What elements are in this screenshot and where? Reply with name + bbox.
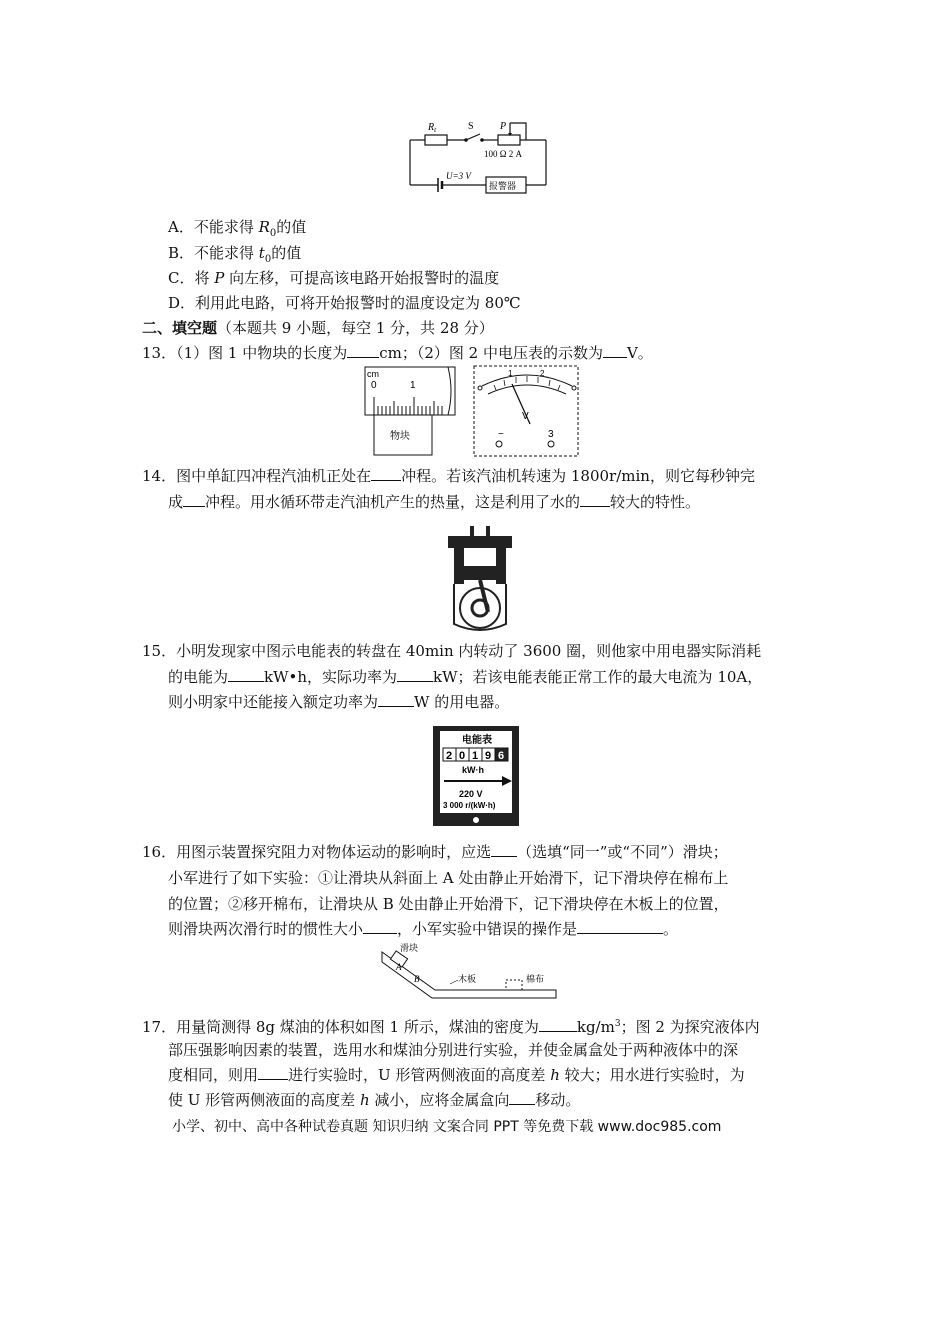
r-label: $R_t$ [428, 122, 437, 134]
question-17-line4: 使 U 形管两侧液面的高度差 h 减小，应将金属盒向 移动。 [168, 1091, 581, 1109]
s-label: S [468, 121, 474, 132]
footer-text: 小学、初中、高中各种试卷真题 知识归纳 文案合同 PPT 等免费下载 www.doc985.com [172, 1119, 722, 1135]
svg-text:2: 2 [540, 369, 545, 378]
voltage-label: U=3 V [446, 171, 471, 181]
svg-text:1: 1 [410, 380, 416, 391]
question-17-line2: 部压强影响因素的装置，选用水和煤油分别进行实验，并使金属盒处于两种液体中的深 [168, 1041, 739, 1059]
meter-voltage: 220 V [459, 789, 483, 799]
section-title: 二、填空题（本题共 9 小题，每空 1 分，共 28 分） [142, 319, 494, 337]
meter-digit: 6 [498, 750, 505, 762]
circuit-diagram [400, 115, 560, 195]
meter-unit: kW·h [462, 765, 484, 775]
p-label: P [500, 121, 507, 132]
meter-digit: 9 [485, 750, 492, 762]
meter-rate: 3 000 r/(kW·h) [443, 801, 496, 810]
meter-digit: 1 [472, 750, 479, 762]
svg-text:B: B [414, 974, 420, 984]
svg-text:棉布: 棉布 [526, 975, 545, 985]
question-14-line2: 成 冲程。用水循环带走汽油机产生的热量，这是利用了水的 较大的特性。 [168, 493, 701, 511]
option-b: B．不能求得 $t_0$的值 [168, 244, 302, 265]
question-16-line3: 的位置；②移开棉布，让滑块从 B 处由静止开始滑下，记下滑块停在木板上的位置， [168, 895, 729, 913]
question-16-line2: 小军进行了如下实验：①让滑块从斜面上 A 处由静止开始滑下，记下滑块停在棉布上 [168, 869, 729, 887]
rheostat-label: 100 Ω 2 A [484, 149, 522, 159]
option-d: D．利用此电路，可将开始报警时的温度设定为 80℃ [168, 294, 521, 312]
alarm-label: 报警器 [489, 182, 517, 192]
question-15-line3: 则小明家中还能接入额定功率为 W 的用电器。 [168, 693, 510, 711]
svg-text:V: V [522, 411, 529, 422]
question-14-line1: 14．图中单缸四冲程汽油机正处在 冲程。若该汽油机转速为 1800r/min，则它每秒钟完 [142, 467, 755, 485]
question-17-line1: 17．用量筒测得 8g 煤油的体积如图 1 所示，煤油的密度为 $kg/m^3$；图 2 为探究液体内 [142, 1018, 760, 1036]
question-15-line2: 的电能为 kW•h，实际功率为 kW；若该电能表能正常工作的最大电流为 10A， [168, 668, 763, 686]
engine-figure [446, 524, 516, 634]
question-17-line3: 度相同，则用 进行实验时，U 形管两侧液面的高度差 h 较大；用水进行实验时，为 [168, 1066, 745, 1084]
svg-text:−: − [498, 429, 504, 440]
svg-text:物块: 物块 [390, 431, 410, 442]
incline-figure [380, 942, 558, 1008]
question-16-line1: 16．用图示装置探究阻力对物体运动的影响时，应选 （选填“同一”或“不同”）滑块； [142, 843, 728, 861]
meter-title: 电能表 [462, 735, 492, 746]
option-a: A．不能求得 $R_0$的值 [168, 218, 307, 239]
svg-text:1: 1 [508, 369, 513, 378]
svg-text:滑块: 滑块 [400, 944, 419, 954]
meter-digit: 2 [446, 750, 453, 762]
option-c: C．将 P 向左移，可提高该电路开始报警时的温度 [168, 269, 500, 287]
ruler-figure [360, 364, 460, 459]
energy-meter-figure [432, 725, 520, 827]
svg-text:cm: cm [367, 369, 379, 379]
svg-text:A: A [396, 962, 402, 972]
question-13: 13．（1）图 1 中物块的长度为 cm；（2）图 2 中电压表的示数为 V。 [142, 344, 653, 362]
svg-text:木板: 木板 [458, 975, 477, 985]
question-16-line4: 则滑块两次滑行时的惯性大小 ，小军实验中错误的操作是 。 [168, 920, 679, 938]
voltmeter-figure [472, 364, 582, 459]
meter-digit: 0 [459, 750, 466, 762]
svg-text:0: 0 [371, 380, 377, 391]
question-15-line1: 15．小明发现家中图示电能表的转盘在 40min 内转动了 3600 圈，则他家中用电器实际消耗 [142, 642, 762, 660]
svg-text:3: 3 [548, 429, 554, 440]
